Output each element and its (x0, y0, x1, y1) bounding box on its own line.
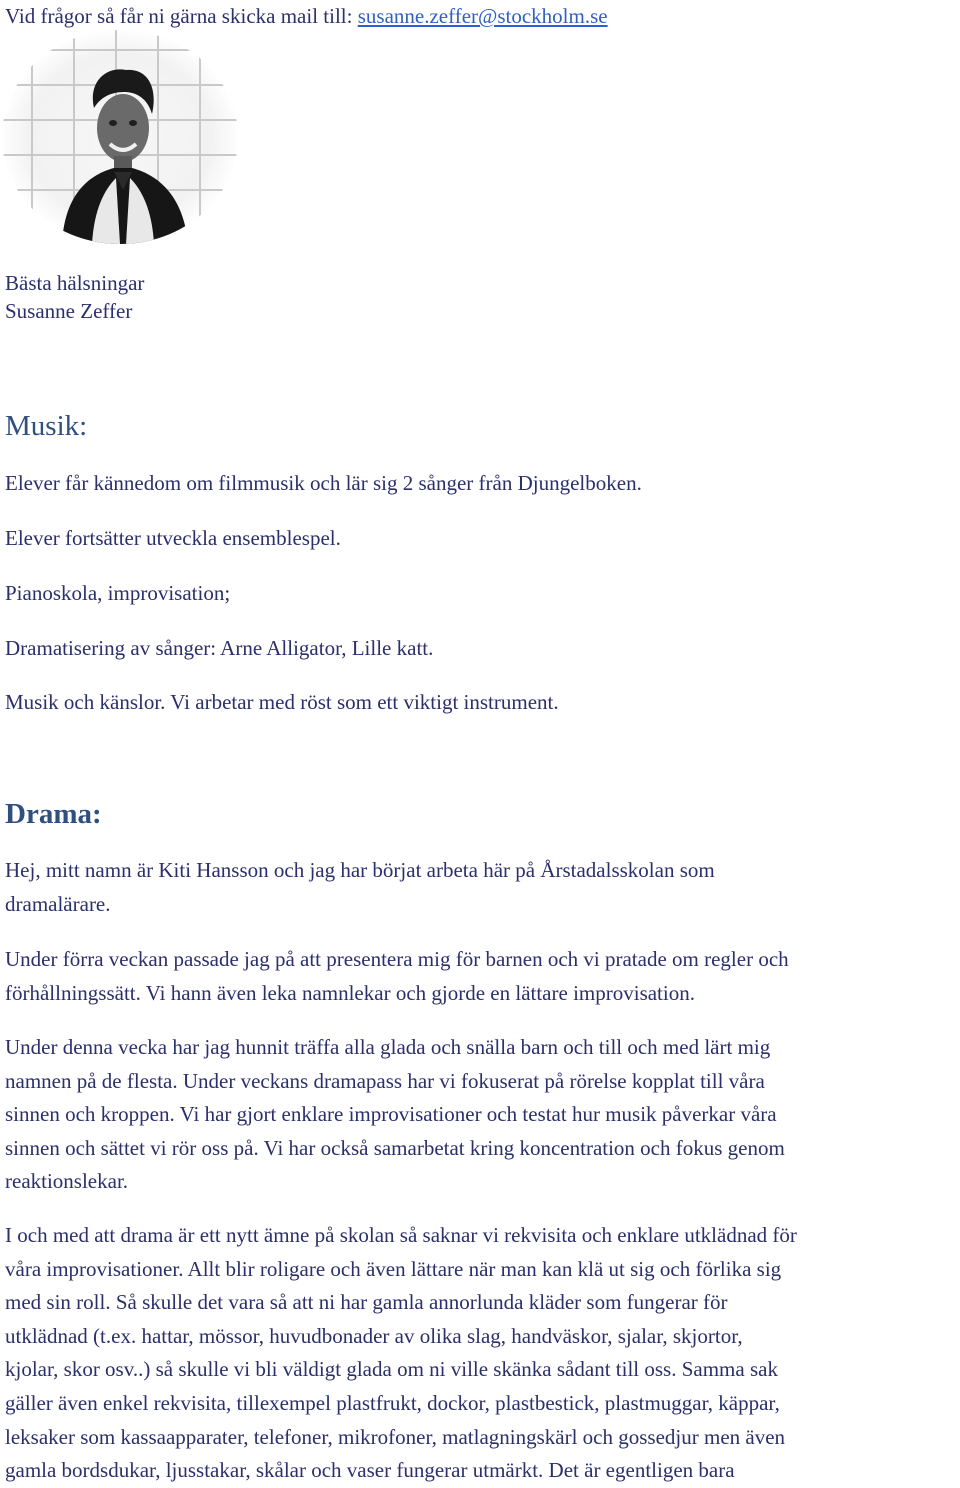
paragraph-line: Hej, mitt namn är Kiti Hansson och jag har börjat arbeta här på Årstadalsskolan som (5, 858, 715, 882)
paragraph-line: namnen på de flesta. Under veckans dramapass har vi fokuserat på rörelse kopplat till våra (5, 1068, 765, 1093)
drama-heading: Drama: (5, 798, 102, 830)
paragraph-line: Under förra veckan passade jag på att presentera mig för barnen och vi pratade om regler och (5, 947, 789, 971)
closing-greeting: Bästa hälsningar (5, 271, 145, 295)
musik-line: Musik och känslor. Vi arbetar med röst som ett viktigt instrument. (5, 690, 559, 714)
paragraph-line: våra improvisationer. Allt blir roligare och även lättare när man kan klä ut sig och förlika sig (5, 1256, 782, 1281)
paragraph-line: gäller även enkel rekvisita, tillexempel plastfrukt, dockor, plastbestick, plastmuggar, käppar, (5, 1390, 780, 1415)
paragraph-line: leksaker som kassaapparater, telefoner, mikrofoner, matlagningskärl och gossedjur men även (5, 1424, 786, 1449)
musik-heading: Musik: (5, 410, 88, 442)
musik-line: Elever får kännedom om filmmusik och lär sig 2 sånger från Djungelboken. (5, 471, 642, 495)
paragraph-line: förhållningssätt. Vi hann även leka namnlekar och gjorde en lättare improvisation. (5, 980, 695, 1005)
portrait-photo (2, 30, 238, 244)
intro-text: Vid frågor så får ni gärna skicka mail till: (5, 4, 358, 28)
drama-paragraph (5, 1031, 960, 1199)
signature-name: Susanne Zeffer (5, 299, 133, 323)
drama-paragraph (5, 943, 960, 1010)
paragraph-line: sinnen och kroppen. Vi har gjort enklare improvisationer och testat hur musik påverkar våra (5, 1102, 777, 1127)
musik-line: Pianoskola, improvisation; (5, 581, 231, 605)
drama-paragraph (5, 1219, 960, 1488)
paragraph-line: utklädnad (t.ex. hattar, mössor, huvudbonader av olika slag, handväskor, sjalar, skjortor, (5, 1323, 743, 1348)
paragraph-line: Under denna vecka har jag hunnit träffa alla glada och snälla barn och till och med lärt mig (5, 1035, 771, 1059)
musik-line: Elever fortsätter utveckla ensemblespel. (5, 526, 341, 550)
paragraph-line: sinnen och sättet vi rör oss på. Vi har också samarbetat kring koncentration och fokus genom (5, 1135, 785, 1160)
paragraph-line: dramalärare. (5, 891, 111, 916)
email-link[interactable]: susanne.zeffer@stockholm.se (357, 4, 608, 28)
paragraph-line: reaktionslekar. (5, 1169, 129, 1194)
paragraph-line: gamla bordsdukar, ljusstakar, skålar och vaser fungerar utmärkt. Det är egentligen bara (5, 1458, 735, 1483)
drama-paragraph (5, 854, 960, 921)
paragraph-line: I och med att drama är ett nytt ämne på skolan så saknar vi rekvisita och enklare utklädnad för (5, 1223, 797, 1247)
paragraph-line: med sin roll. Så skulle det vara så att ni har gamla annorlunda kläder som fungerar för (5, 1290, 728, 1315)
paragraph-line: kjolar, skor osv..) så skulle vi bli väldigt glada om ni ville skänka sådant till oss. Samma sak (5, 1357, 778, 1382)
musik-line: Dramatisering av sånger: Arne Alligator, Lille katt. (5, 636, 434, 660)
intro-line (5, 4, 608, 28)
